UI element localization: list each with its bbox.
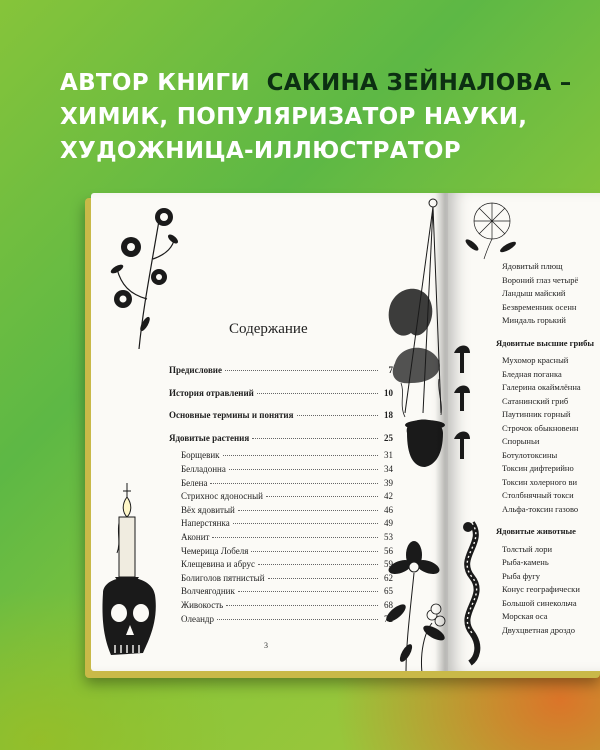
toc-label: Миндаль горький [502,315,566,325]
toc-label: Ядовитый плющ [502,261,563,271]
toc-section [169,388,393,402]
toc-label: Ботулотоксины [502,449,558,460]
toc-leader [297,415,379,416]
toc-entry [169,600,393,614]
toc-label: Токсин дифтерийно [502,463,574,473]
toc-left [169,365,393,627]
headline [60,66,580,168]
toc-entry [169,546,393,560]
toc-leader [229,469,378,470]
toc-label: Болиголов пятнистый [181,572,265,583]
toc-entry [169,518,393,532]
toc-label: Токсин холерного ви [502,476,578,487]
toc-page-number: 46 [384,504,393,515]
toc-right [496,261,600,638]
toc-leader [268,578,378,579]
toc-label: Ядовитые растения [169,432,250,443]
toc-page-number: 53 [384,531,393,542]
toc-label: Толстый лори [502,543,553,554]
toc-entry [169,559,393,573]
toc-entry [496,315,600,329]
toc-label: Олеандр [181,613,214,624]
toc-entry [496,571,600,585]
toc-label: Вороний глаз четырё [502,274,579,285]
toc-label: Основные термины и понятия [169,410,294,421]
toc-label: Предисловие [169,365,222,375]
toc-spacer [496,517,600,526]
toc-leader [226,605,378,606]
toc-leader [266,496,378,497]
toc-label: Ядовитые высшие грибы [496,337,595,348]
toc-entry [496,355,600,369]
toc-entry [496,450,600,464]
toc-entry [496,275,600,289]
skull-candle-illustration [97,483,167,671]
author-name: САКИНА ЗЕЙНАЛОВА – [266,70,572,96]
toc-leader [210,483,378,484]
toc-entry [169,464,393,478]
toc-spacer [169,379,393,388]
toc-label: Живокость [181,599,224,610]
toc-entry [496,409,600,423]
toc-entry [496,504,600,518]
toc-entry [169,450,393,464]
toc-entry [496,423,600,437]
toc-label: Наперстянка [181,518,230,529]
toc-entry [496,288,600,302]
toc-leader [233,523,378,524]
toc-label: Ядовитые животные [496,526,576,536]
toc-page-number: 72 [384,613,393,624]
open-book [85,193,600,683]
toc-entry [496,302,600,316]
toc-label: Морская оса [502,611,548,621]
dandelion-illustration [458,199,528,259]
toc-leader [238,510,378,511]
toc-entry [169,478,393,492]
toc-section [169,433,393,447]
toc-label: Сатанинский гриб [502,395,569,406]
toc-label: Большой синекольча [502,597,577,608]
right-page [448,193,600,671]
toc-label: Рыба-камень [502,557,549,567]
toc-label: Безвременник осенн [502,301,577,312]
toc-leader [223,455,378,456]
toc-page-number: 25 [384,432,393,443]
toc-leader [217,619,378,620]
toc-leader [257,393,378,394]
toc-entry [496,436,600,450]
toc-page-number: 34 [384,463,393,474]
toc-label: Конус географически [502,584,580,594]
toc-label: Рыба фугу [502,570,540,581]
toc-label: Белладонна [181,463,226,474]
toc-label: Бледная поганка [502,368,562,379]
toc-entry [496,584,600,598]
toc-section [496,526,600,540]
toc-page-number: 39 [384,477,393,488]
toc-label: Спорыньи [502,436,540,446]
toc-label: Аконит [181,531,210,542]
toc-page-number: 68 [384,599,393,610]
toc-entry [496,490,600,504]
toc-section [169,365,393,379]
toc-page-number: 49 [384,518,393,529]
toc-page-number: 56 [384,545,393,556]
toc-label: Паутинник горный [502,409,571,419]
toc-page-number: 18 [384,410,393,421]
toc-entry [496,611,600,625]
toc-leader [258,564,378,565]
toc-page-number: 31 [384,450,393,461]
toc-page-number: 7 [388,365,393,375]
toc-section [169,410,393,424]
page-number: 3 [264,641,268,650]
toc-label: Столбнячный токси [502,490,574,500]
toc-leader [225,370,378,371]
toc-page-number: 62 [384,572,393,583]
toc-entry [169,614,393,628]
toc-leader [238,591,378,592]
toc-entry [496,544,600,558]
toc-label: Мухомор красный [502,355,569,365]
toc-label: Ландыш майский [502,288,566,298]
toc-title: Содержание [229,321,308,337]
toc-leader [252,438,378,439]
headline-line-3: ХУДОЖНИЦА-ИЛЛЮСТРАТОР [60,138,461,164]
snake-illustration [452,523,492,663]
toc-label: Клещевина и абрус [181,559,256,570]
toc-page-number: 10 [384,387,393,398]
toc-entry [169,491,393,505]
toc-label: Борщевик [181,450,220,461]
toc-page-number: 59 [384,559,393,570]
toc-label: Вёх ядовитый [181,504,235,515]
toc-spacer [169,424,393,433]
toc-entry [169,532,393,546]
toc-entry [496,261,600,275]
toc-entry [496,625,600,639]
toc-page-number: 42 [384,491,393,502]
toc-section [496,338,600,352]
toc-entry [496,396,600,410]
toc-label: Белена [181,477,208,488]
toc-label: Чемерица Лобеля [181,545,249,556]
left-page [91,193,448,671]
toc-entry [496,463,600,477]
toc-label: Волчеягодник [181,586,235,597]
toc-leader [251,551,378,552]
toc-spacer [496,329,600,338]
toc-entry [169,573,393,587]
headline-prefix: АВТОР КНИГИ [60,70,250,96]
toc-entry [496,557,600,571]
headline-line-2: ХИМИК, ПОПУЛЯРИЗАТОР НАУКИ, [60,104,528,130]
toc-page-number: 65 [384,586,393,597]
flower-branch-illustration [109,199,179,349]
toc-entry [496,369,600,383]
toc-label: Двухцветная дроздо [502,624,575,635]
toc-spacer [169,401,393,410]
toc-label: Строчок обыкновенн [502,422,579,433]
toc-entry [496,382,600,396]
toc-label: Галерина окаймлённа [502,382,581,392]
toc-leader [212,537,378,538]
headline-line-1 [60,66,580,100]
toc-entry [496,477,600,491]
mushrooms-illustration [452,343,472,473]
toc-label: Альфа-токсин газово [502,503,579,514]
toc-entry [496,598,600,612]
toc-entry [169,505,393,519]
toc-label: История отравлений [169,387,254,398]
toc-label: Стрихнос ядоносный [181,491,263,502]
toc-entry [169,586,393,600]
